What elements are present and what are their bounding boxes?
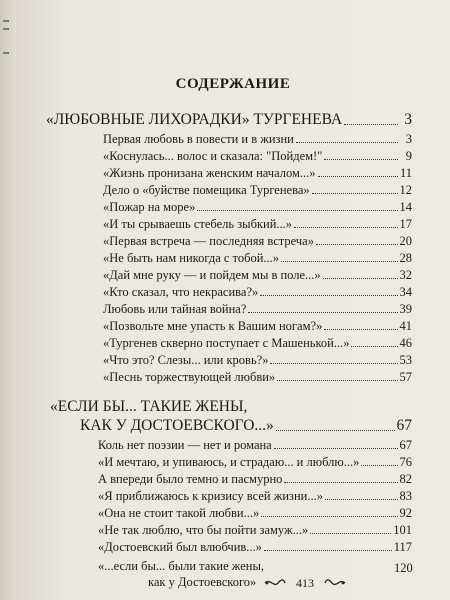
entry-page: 53: [399, 353, 412, 367]
entry-page: 34: [399, 285, 412, 299]
dot-leader: [344, 124, 398, 125]
toc-entry[interactable]: [103, 201, 412, 214]
entry-page: 117: [393, 540, 412, 554]
entry-title: «Она не стоит такой любви...»: [98, 506, 260, 520]
toc-entry[interactable]: [103, 354, 412, 367]
entry-title: Коль нет поэзии — нет и романа: [98, 438, 272, 452]
dot-leader: [351, 346, 397, 347]
toc-entry[interactable]: [98, 541, 412, 554]
dot-leader: [264, 550, 392, 551]
dot-leader: [277, 380, 397, 381]
entry-title: «Не быть нам никогда с тобой...»: [103, 251, 280, 265]
entry-page: 17: [399, 217, 412, 231]
entry-title: «Первая встреча — последняя встреча»: [103, 234, 314, 248]
entry-page: 57: [399, 370, 412, 384]
entry-title: «Кто сказал, что некрасива?»: [103, 285, 259, 299]
entry-page: 83: [399, 489, 412, 503]
entry-title: «Песнь торжествующей любви»: [103, 370, 276, 384]
entry-page: 3: [405, 132, 412, 146]
dot-leader: [310, 533, 391, 534]
toc-entry[interactable]: [98, 473, 412, 486]
entry-title: «Я приближаюсь к кризису всей жизни...»: [98, 489, 323, 503]
dot-leader: [261, 516, 397, 517]
entry-page: 101: [393, 523, 412, 537]
toc-entry[interactable]: [103, 320, 412, 333]
entry-page: 41: [399, 319, 412, 333]
entry-page: 12: [399, 183, 412, 197]
section-page: 67: [396, 417, 412, 434]
entry-page: 11: [399, 166, 412, 180]
section-page: 3: [404, 111, 412, 128]
toc-entry[interactable]: [103, 269, 412, 282]
entry-title: «Жизнь пронизана женским началом...»: [103, 166, 316, 180]
dot-leader: [197, 210, 397, 211]
toc-entry[interactable]: [98, 439, 412, 452]
entry-page: 9: [405, 149, 412, 163]
dot-leader: [294, 227, 397, 228]
entry-page: 92: [399, 506, 412, 520]
toc-entry[interactable]: [103, 218, 412, 231]
entry-title: как у Достоевского»: [148, 575, 257, 589]
toc-entry[interactable]: [103, 252, 412, 265]
dot-leader: [248, 312, 397, 313]
page-footer: [200, 574, 410, 592]
toc-entry-line1[interactable]: «...если бы... были такие жены,: [98, 559, 264, 573]
entry-title: «И ты срываешь стебель зыбкий...»: [103, 217, 293, 231]
toc-entry[interactable]: [98, 490, 412, 503]
dot-leader: [324, 159, 398, 160]
toc-entry[interactable]: [103, 167, 412, 180]
entry-page: 28: [399, 251, 412, 265]
ornament-left-icon: [264, 578, 286, 588]
dot-leader: [281, 261, 397, 262]
entry-page: 14: [399, 200, 412, 214]
dot-leader: [324, 329, 397, 330]
contents-title: СОДЕРЖАНИЕ: [175, 76, 291, 92]
section-title-line1[interactable]: «ЕСЛИ БЫ... ТАКИЕ ЖЕНЫ,: [50, 398, 248, 415]
entry-page: 76: [399, 455, 412, 469]
entry-page: 120: [394, 561, 413, 575]
entry-title: «Тургенев скверно поступает с Машенькой...»: [103, 336, 350, 350]
entry-title: «Пожар на море»: [103, 200, 196, 214]
entry-title: «И мечтаю, и упиваюсь, и страдаю... и люблю...»: [98, 455, 360, 469]
dot-leader: [296, 142, 398, 143]
dot-leader: [361, 465, 397, 466]
dot-leader: [325, 499, 398, 500]
section-title-line2: КАК У ДОСТОЕВСКОГО...»: [80, 417, 274, 434]
toc-entry[interactable]: [98, 456, 412, 469]
toc-entry[interactable]: [103, 184, 412, 197]
entry-page: 20: [399, 234, 412, 248]
toc-section-dostoevsky[interactable]: [80, 418, 412, 434]
dot-leader: [323, 278, 398, 279]
entry-title: «Дай мне руку — и пойдем мы в поле...»: [103, 268, 321, 282]
entry-title: «Позвольте мне упасть к Вашим ногам?»: [103, 319, 323, 333]
section-title: «ЛЮБОВНЫЕ ЛИХОРАДКИ» ТУРГЕНЕВА: [46, 111, 343, 128]
dot-leader: [274, 448, 398, 449]
toc-entry[interactable]: [103, 303, 412, 316]
entry-page: 46: [399, 336, 412, 350]
entry-title: Дело о «буйстве помещика Тургенева»: [103, 183, 310, 197]
entry-page: 67: [399, 438, 412, 452]
toc-entry[interactable]: [103, 235, 412, 248]
dot-leader: [318, 176, 398, 177]
toc-entry[interactable]: [103, 133, 412, 146]
dot-leader: [284, 482, 397, 483]
toc-entry[interactable]: [103, 286, 412, 299]
page-number: 413: [296, 575, 314, 590]
dot-leader: [316, 244, 398, 245]
entry-title: «Что это? Слезы... или кровь?»: [103, 353, 269, 367]
entry-page: 39: [399, 302, 412, 316]
entry-title: «Не так люблю, что бы пойти замуж...»: [98, 523, 309, 537]
dot-leader: [270, 363, 397, 364]
dot-leader: [260, 295, 397, 296]
ornament-right-icon: [324, 578, 346, 588]
toc-entry[interactable]: [98, 507, 412, 520]
toc-entry[interactable]: [103, 337, 412, 350]
entry-title: «Коснулась... волос и сказала: "Пойдем!": [103, 149, 323, 163]
entry-page: 32: [399, 268, 412, 282]
toc-entry[interactable]: [103, 371, 412, 384]
dot-leader: [312, 193, 398, 194]
entry-title: «Достоевский был влюбчив...»: [98, 540, 262, 554]
entry-title: А впереди было темно и пасмурно: [98, 472, 283, 486]
dot-leader: [276, 430, 395, 431]
toc-entry[interactable]: [103, 150, 412, 163]
toc-section-turgenev[interactable]: [46, 112, 412, 128]
entry-title: Любовь или тайная война?: [103, 302, 247, 316]
entry-title: Первая любовь в повести и в жизни: [103, 132, 294, 146]
toc-entry[interactable]: [98, 524, 412, 537]
entry-page: 82: [399, 472, 412, 486]
